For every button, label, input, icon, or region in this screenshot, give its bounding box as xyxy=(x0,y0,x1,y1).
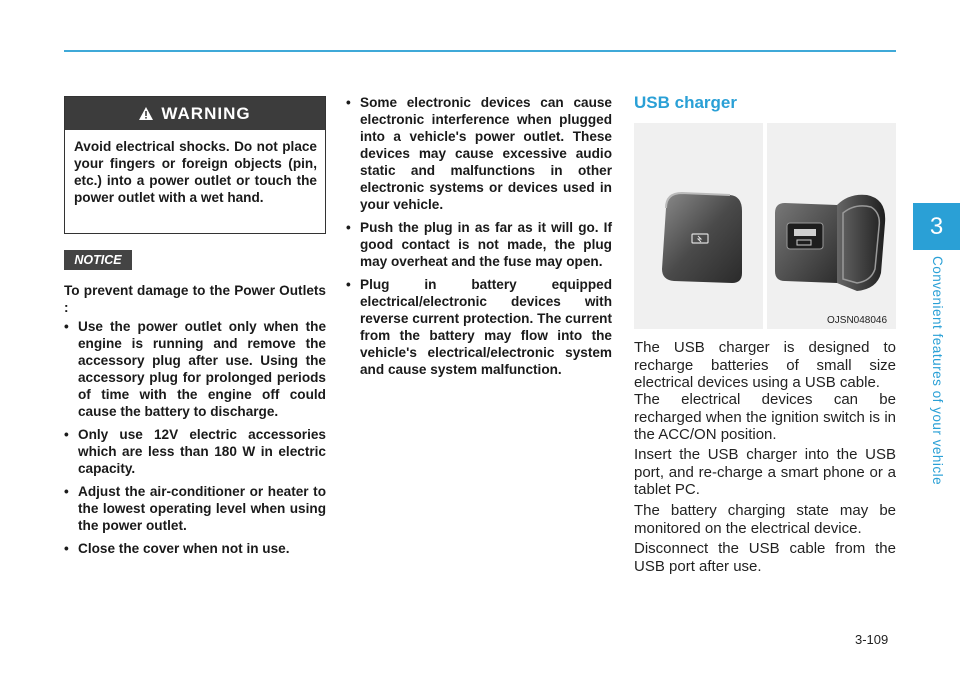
warning-text: Avoid electrical shocks. Do not place your fingers or foreign objects (pin, etc.) into a power outlet or touch the power outlet with a wet hand. xyxy=(74,139,317,205)
notice-list-left xyxy=(64,318,326,563)
notice-list-right xyxy=(346,94,612,384)
usb-paragraph: The USB charger is designed to recharge batteries of small size electrical devices using a USB cable. xyxy=(634,339,896,391)
list-item: • Close the cover when not in use. xyxy=(64,541,290,556)
usb-section-title: USB charger xyxy=(634,93,737,112)
notice-intro: To prevent damage to the Power Outlets : xyxy=(64,283,326,315)
figure-code: OJSN048046 xyxy=(827,315,888,326)
usb-paragraph: The battery charging state may be monitored on the electrical device. xyxy=(634,502,896,537)
list-item: • Adjust the air-conditioner or heater to the lowest operating level when using the power outlet. xyxy=(64,484,326,533)
chapter-title: Convenient features of your vehicle xyxy=(930,256,945,486)
chapter-tab xyxy=(913,203,960,250)
usb-cover-open-image xyxy=(767,123,896,329)
warning-title: WARNING xyxy=(161,103,251,123)
list-item: • Push the plug in as far as it will go. If good contact is not made, the plug may overheat and the fuse may open. xyxy=(346,220,612,269)
usb-paragraph: Insert the USB charger into the USB port, and re-charge a smart phone or a tablet PC. xyxy=(634,446,896,498)
warning-icon xyxy=(139,107,153,120)
list-item: • Some electronic devices can cause electronic interference when plugged into a vehicle's power outlet. These devices may cause excessive audio static and malfunctions in other electronic systems or devices used in your vehicle. xyxy=(346,95,612,212)
notice-label: NOTICE xyxy=(64,250,132,270)
usb-paragraph: The electrical devices can be recharged when the ignition switch is in the ACC/ON position. xyxy=(634,391,896,443)
warning-box xyxy=(64,96,326,234)
usb-cover-open-illustration xyxy=(767,123,896,329)
warning-header xyxy=(65,97,325,130)
page-number: 3-109 xyxy=(855,632,889,647)
header-rule xyxy=(64,50,896,52)
list-item: • Only use 12V electric accessories which are less than 180 W in electric capacity. xyxy=(64,427,326,476)
list-item: • Plug in battery equipped electrical/electronic devices with reverse current protection. The current from the battery may flow into the vehicle's electrical/electronic system and cause system malfunction. xyxy=(346,277,612,377)
chapter-number: 3 xyxy=(929,212,944,240)
list-item: • Use the power outlet only when the engine is running and remove the accessory plug after use. Using the accessory plug for prolonged periods of time with the engine off could cause the battery to discharge. xyxy=(64,319,326,419)
usb-cover-closed-illustration xyxy=(634,123,763,329)
usb-cover-closed-image xyxy=(634,123,763,329)
usb-paragraph: Disconnect the USB cable from the USB port after use. xyxy=(634,540,896,575)
